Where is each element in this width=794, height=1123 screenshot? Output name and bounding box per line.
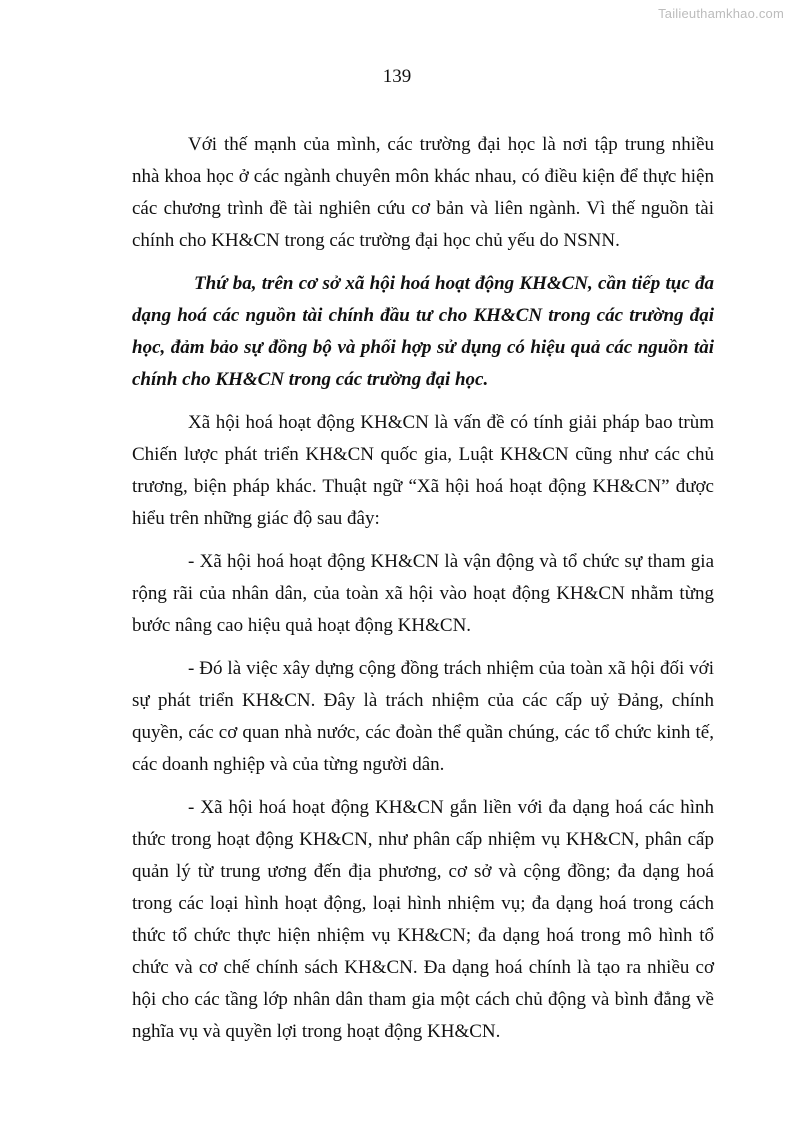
watermark: Tailieuthamkhao.com	[658, 6, 784, 21]
paragraph-third-solution-heading: Thứ ba, trên cơ sở xã hội hoá hoạt động KH&CN, cần tiếp tục đa dạng hoá các nguồn tài chính đầu tư cho KH&CN trong các trường đại học, đảm bảo sự đồng bộ và phối hợp sử dụng có hiệu quả các nguồn tài chính cho KH&CN trong các trường đại học.	[132, 273, 714, 390]
list-item-diversification: - Xã hội hoá hoạt động KH&CN gắn liền với đa dạng hoá các hình thức trong hoạt động KH&CN, như phân cấp nhiệm vụ KH&CN, phân cấp quản lý từ trung ương đến địa phương, cơ sở và cộng đồng; đa dạng hoá trong các loại hình hoạt động, loại hình nhiệm vụ; đa dạng hoá trong cách thức tổ chức thực hiện nhiệm vụ KH&CN; đa dạng hoá trong mô hình tổ chức và cơ chế chính sách KH&CN. Đa dạng hoá chính là tạo ra nhiều cơ hội cho các tầng lớp nhân dân tham gia một cách chủ động và bình đẳng về nghĩa vụ và quyền lợi trong hoạt động KH&CN.	[132, 797, 714, 1042]
paragraph-socialization-definition: Xã hội hoá hoạt động KH&CN là vấn đề có tính giải pháp bao trùm Chiến lược phát triển KH&CN quốc gia, Luật KH&CN cũng như các chủ trương, biện pháp khác. Thuật ngữ “Xã hội hoá hoạt động KH&CN” được hiểu trên những giác độ sau đây:	[132, 412, 714, 529]
document-body	[132, 129, 714, 1059]
paragraph-universities-strength: Với thế mạnh của mình, các trường đại học là nơi tập trung nhiều nhà khoa học ở các ngành chuyên môn khác nhau, có điều kiện để thực hiện các chương trình đề tài nghiên cứu cơ bản và liên ngành. Vì thế nguồn tài chính cho KH&CN trong các trường đại học chủ yếu do NSNN.	[132, 134, 714, 251]
list-item-mobilization: - Xã hội hoá hoạt động KH&CN là vận động và tổ chức sự tham gia rộng rãi của nhân dân, của toàn xã hội vào hoạt động KH&CN nhằm từng bước nâng cao hiệu quả hoạt động KH&CN.	[132, 551, 714, 636]
list-item-shared-responsibility: - Đó là việc xây dựng cộng đồng trách nhiệm của toàn xã hội đối với sự phát triển KH&CN. Đây là trách nhiệm của các cấp uỷ Đảng, chính quyền, các cơ quan nhà nước, các đoàn thể quần chúng, các tổ chức kinh tế, các doanh nghiệp và của từng người dân.	[132, 658, 714, 775]
page-number: 139	[382, 66, 412, 87]
